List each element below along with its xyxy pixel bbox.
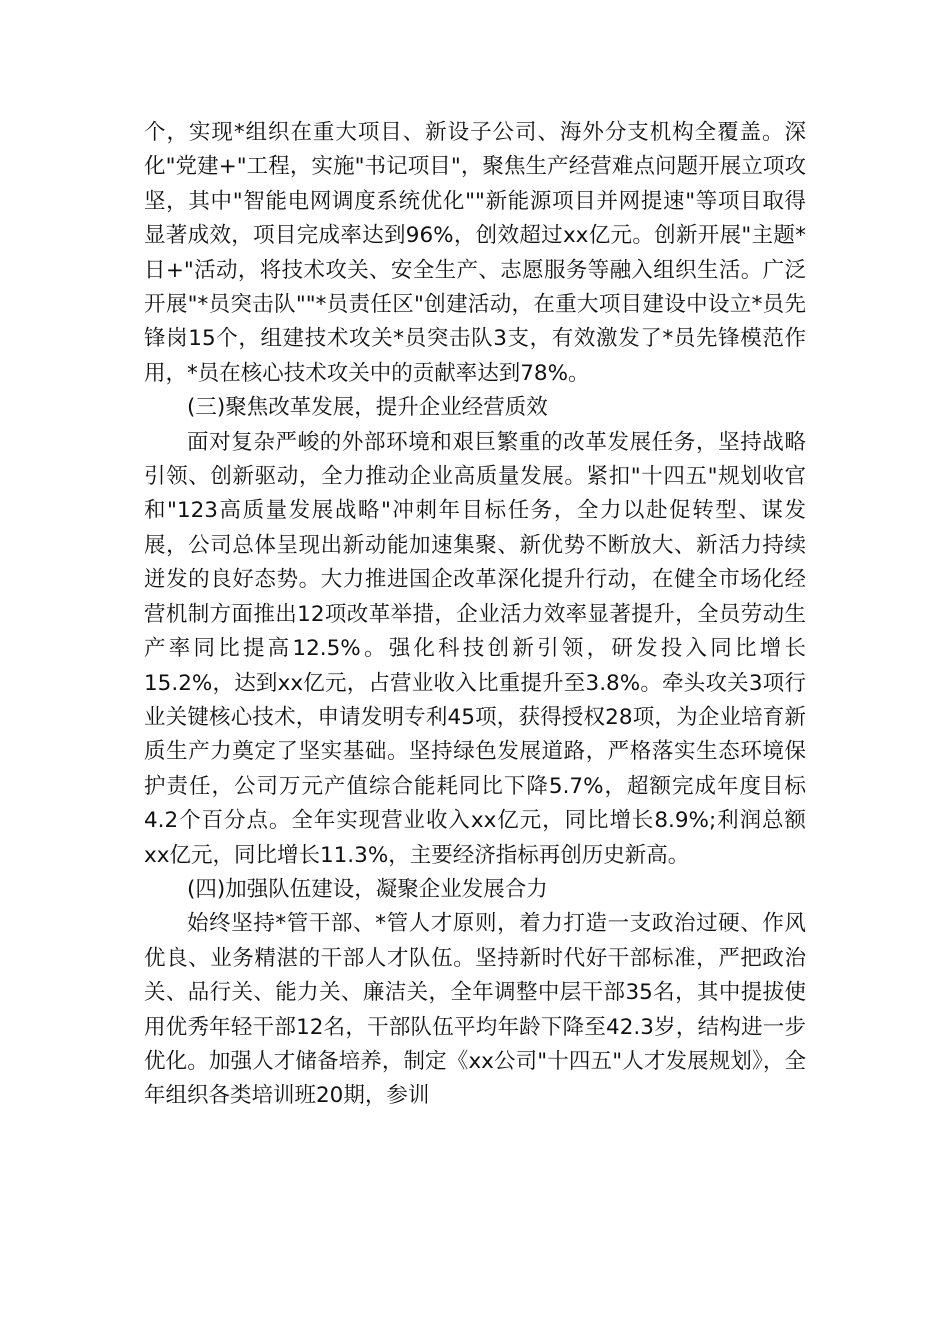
body-paragraph-3: 面对复杂严峻的外部环境和艰巨繁重的改革发展任务，坚持战略引领、创新驱动，全力推动企业高质量发展。紧扣"十四五"规划收官和"123高质量发展战略"冲刺年目标任务，全力以赴促转型、谋发展，公司总体呈现出新动能加速集聚、新优势不断放大、新活力持续迸发的良好态势。大力推进国企改革深化提升行动，在健全市场化经营机制方面推出12项改革举措，企业活力效率显著提升，全员劳动生产率同比提高12.5%。强化科技创新引领，研发投入同比增长15.2%，达到xx亿元，占营业收入比重提升至3.8%。牵头攻关3项行业关键核心技术，申请发明专利45项，获得授权28项，为企业培育新质生产力奠定了坚实基础。坚持绿色发展道路，严格落实生态环境保护责任，公司万元产值综合能耗同比下降5.7%，超额完成年度目标4.2个百分点。全年实现营业收入xx亿元，同比增长8.9%;利润总额xx亿元，同比增长11.3%，主要经济指标再创历史新高。 <box>144 429 806 868</box>
section-heading-3: (三)聚焦改革发展，提升企业经营质效 <box>187 395 548 421</box>
section-heading-4: (四)加强队伍建设，凝聚企业发展合力 <box>187 876 548 902</box>
document-page <box>144 116 806 1114</box>
body-paragraph-1: 个，实现*组织在重大项目、新设子公司、海外分支机构全覆盖。深化"党建+"工程，实施"书记项目"，聚焦生产经营难点问题开展立项攻坚，其中"智能电网调度系统优化""新能源项目并网提速"等项目取得显著成效，项目完成率达到96%，创效超过xx亿元。创新开展"主题*日+"活动，将技术攻关、安全生产、志愿服务等融入组织生活。广泛开展"*员突击队""*员责任区"创建活动，在重大项目建设中设立*员先锋岗15个，组建技术攻关*员突击队3支，有效激发了*员先锋模范作用，*员在核心技术攻关中的贡献率达到78%。 <box>144 120 806 386</box>
body-paragraph-4: 始终坚持*管干部、*管人才原则，着力打造一支政治过硬、作风优良、业务精湛的干部人才队伍。坚持新时代好干部标准，严把政治关、品行关、能力关、廉洁关，全年调整中层干部35名，其中提拔使用优秀年轻干部12名，干部队伍平均年龄下降至42.3岁，结构进一步优化。加强人才储备培养，制定《xx公司"十四五"人才发展规划》，全年组织各类培训班20期，参训 <box>144 911 806 1109</box>
